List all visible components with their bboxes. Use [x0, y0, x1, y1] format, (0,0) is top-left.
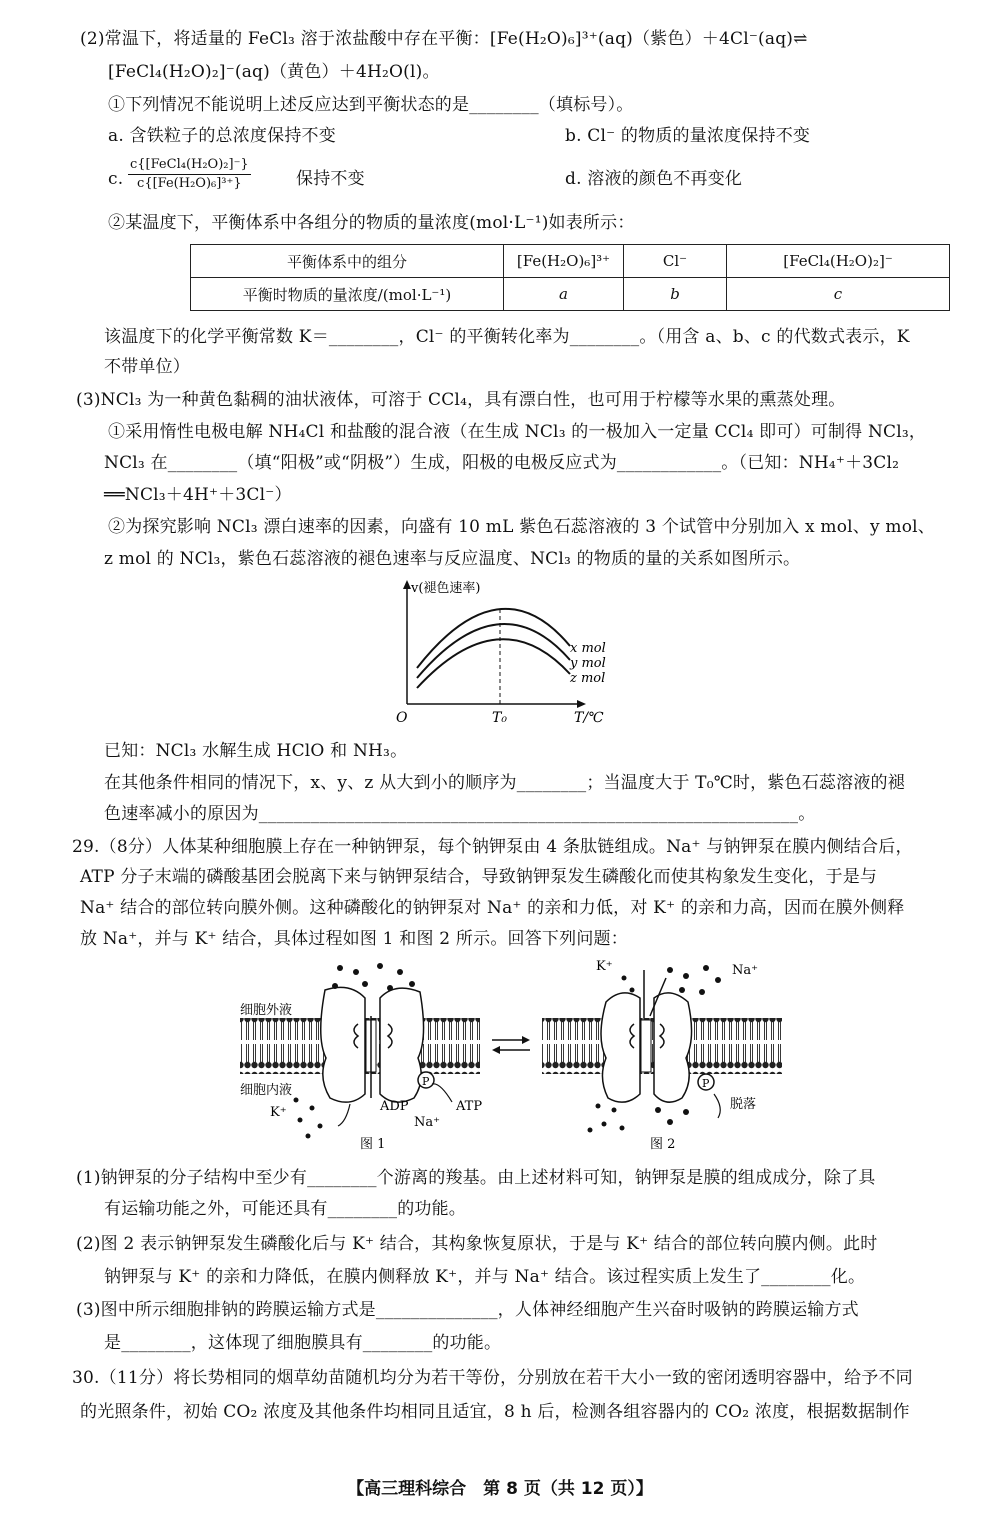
- text-line: ①采用惰性电极电解 NH₄Cl 和盐酸的混合液（在生成 NCl₃ 的一极加入一定量 CCl₄ 即可）可制得 NCl₃，: [108, 422, 927, 442]
- text-line: 色速率减小的原因为______________________________________________________________。: [104, 804, 816, 824]
- page-footer: 【高三理科综合 第 8 页（共 12 页）】: [347, 1479, 653, 1499]
- k-ion-label: K⁺: [270, 1105, 287, 1120]
- text-line: (3)NCl₃ 为一种黄色黏稠的油状液体，可溶于 CCl₄，具有漂白性，也可用于柠檬等水果的熏蒸处理。: [76, 390, 846, 410]
- p-label: P: [702, 1077, 710, 1090]
- option-d: d. 溶液的颜色不再变化: [565, 169, 743, 189]
- question-29: 29.（8分）人体某种细胞膜上存在一种钠钾泵，每个钠钾泵由 4 条肽链组成。Na⁺ 与钠钾泵在膜内侧结合后，: [72, 837, 913, 857]
- k-ion-label: K⁺: [596, 959, 613, 974]
- pump-protein: [380, 988, 424, 1102]
- series-label: y mol: [570, 656, 606, 671]
- extracellular-label: 细胞外液: [240, 1003, 293, 1018]
- question-30: 30.（11分）将长势相同的烟草幼苗随机均分为若干等份，分别放在若干大小一致的密闭透明容器中，给予不同: [72, 1368, 913, 1388]
- text-line: [FeCl₄(H₂O)₂]⁻(aq)（黄色）＋4H₂O(l)。: [108, 62, 440, 82]
- table-header-row: [191, 245, 950, 278]
- equilibrium-table: [190, 244, 950, 311]
- text-line: (3)图中所示细胞排钠的跨膜运输方式是______________，人体神经细胞产生兴奋时吸钠的跨膜运输方式: [76, 1300, 859, 1320]
- series-y-curve: [417, 624, 570, 678]
- table-cell: [Fe(H₂O)₆]³⁺: [504, 245, 624, 278]
- origin-label: O: [396, 710, 408, 726]
- table-cell: c: [727, 278, 950, 311]
- table-cell: Cl⁻: [624, 245, 727, 278]
- text-line: 钠钾泵与 K⁺ 的亲和力降低，在膜内侧释放 K⁺，并与 Na⁺ 结合。该过程实质上发生了________化。: [104, 1267, 866, 1287]
- text-line: z mol 的 NCl₃，紫色石蕊溶液的褪色速率与反应温度、NCl₃ 的物质的量的关系如图所示。: [104, 549, 801, 569]
- ions-inside: [588, 1104, 690, 1133]
- text-line: ══NCl₃＋4H⁺＋3Cl⁻）: [104, 485, 292, 505]
- option-a: a. 含铁粒子的总浓度保持不变: [108, 126, 336, 146]
- pump-protein: [654, 993, 692, 1102]
- option-c-fraction: [128, 156, 251, 193]
- text-line: ②为探究影响 NCl₃ 漂白速率的因素，向盛有 10 mL 紫色石蕊溶液的 3 个试管中分别加入 x mol、y mol、: [108, 517, 936, 537]
- text-line: 的光照条件，初始 CO₂ 浓度及其他条件均相同且适宜，8 h 后，检测各组容器内的 CO₂ 浓度，根据数据制作: [80, 1402, 910, 1422]
- text-line: 在其他条件相同的情况下，x、y、z 从大到小的顺序为________；当温度大于 T₀℃时，紫色石蕊溶液的褪: [104, 773, 905, 793]
- text-line: 已知：NCl₃ 水解生成 HClO 和 NH₃。: [104, 741, 408, 761]
- x-axis-arrow: [577, 700, 586, 708]
- text-line: ②某温度下，平衡体系中各组分的物质的量浓度(mol·L⁻¹)如表所示：: [108, 213, 635, 233]
- na-ion-label: Na⁺: [732, 963, 758, 978]
- rate-temperature-chart: [380, 576, 640, 726]
- ions-outside: [622, 965, 722, 995]
- series-z-curve: [417, 639, 570, 688]
- pump-protein: [321, 987, 365, 1102]
- series-label: x mol: [570, 641, 606, 656]
- option-b: b. Cl⁻ 的物质的量浓度保持不变: [565, 126, 811, 146]
- figure-1-caption: 图 1: [360, 1137, 386, 1152]
- table-cell: [FeCl₄(H₂O)₂]⁻: [727, 245, 950, 278]
- text-line: 该温度下的化学平衡常数 K＝________，Cl⁻ 的平衡转化率为________。（用含 a、b、c 的代数式表示，K: [104, 327, 910, 347]
- table-cell: 平衡时物质的量浓度/(mol·L⁻¹): [191, 278, 504, 311]
- text-line: (2)图 2 表示钠钾泵发生磷酸化后与 K⁺ 结合，其构象恢复原状，于是与 K⁺ 结合的部位转向膜内侧。此时: [76, 1234, 878, 1254]
- k-ions-inside: [294, 1098, 323, 1139]
- x-axis-label: T/℃: [574, 710, 604, 726]
- option-c-suffix: 保持不变: [296, 169, 365, 189]
- option-c-prefix: c.: [108, 169, 124, 189]
- y-axis-arrow: [403, 580, 411, 589]
- table-cell: a: [504, 278, 624, 311]
- table-cell: b: [624, 278, 727, 311]
- detach-label: 脱落: [730, 1097, 757, 1112]
- text-line: (2)常温下，将适量的 FeCl₃ 溶于浓盐酸中存在平衡：[Fe(H₂O)₆]³⁺(aq)（紫色）＋4Cl⁻(aq)⇌: [80, 29, 808, 49]
- intracellular-label: 细胞内液: [240, 1083, 293, 1098]
- table-cell: 平衡体系中的组分: [191, 245, 504, 278]
- text-line: ATP 分子末端的磷酸基团会脱离下来与钠钾泵结合，导致钠钾泵发生磷酸化而使其构象发生变化，于是与: [80, 867, 878, 887]
- sodium-potassium-pump-diagram: [230, 958, 790, 1158]
- atp-label: ATP: [456, 1099, 483, 1114]
- text-line: Na⁺ 结合的部位转向膜外侧。这种磷酸化的钠钾泵对 Na⁺ 的亲和力低，对 K⁺ 的亲和力高，因而在膜外侧释: [80, 898, 905, 918]
- t0-tick-label: T₀: [492, 710, 507, 726]
- text-line: 是________，这体现了细胞膜具有________的功能。: [104, 1333, 502, 1353]
- text-line: 放 Na⁺，并与 K⁺ 结合，具体过程如图 1 和图 2 所示。回答下列问题：: [80, 929, 628, 949]
- p-label: P: [422, 1075, 430, 1088]
- text-line: 不带单位）: [104, 357, 190, 377]
- fraction-numerator: c{[FeCl₄(H₂O)₂]⁻}: [128, 156, 251, 175]
- text-line: NCl₃ 在________（填“阳极”或“阴极”）生成，阳极的电极反应式为____________。（已知：NH₄⁺＋3Cl₂: [104, 453, 900, 473]
- text-line: ①下列情况不能说明上述反应达到平衡状态的是________（填标号）。: [108, 95, 634, 115]
- table-row: [191, 278, 950, 311]
- na-ion-label: Na⁺: [414, 1115, 440, 1130]
- figure-2-caption: 图 2: [650, 1137, 676, 1152]
- text-line: (1)钠钾泵的分子结构中至少有________个游离的羧基。由上述材料可知，钠钾泵是膜的组成成分，除了具: [76, 1168, 876, 1188]
- adp-label: ADP: [380, 1099, 409, 1114]
- y-axis-label: v(褪色速率): [411, 581, 481, 596]
- fraction-denominator: c{[Fe(H₂O)₆]³⁺}: [137, 176, 242, 191]
- text-line: 有运输功能之外，可能还具有________的功能。: [104, 1199, 466, 1219]
- series-label: z mol: [570, 671, 606, 686]
